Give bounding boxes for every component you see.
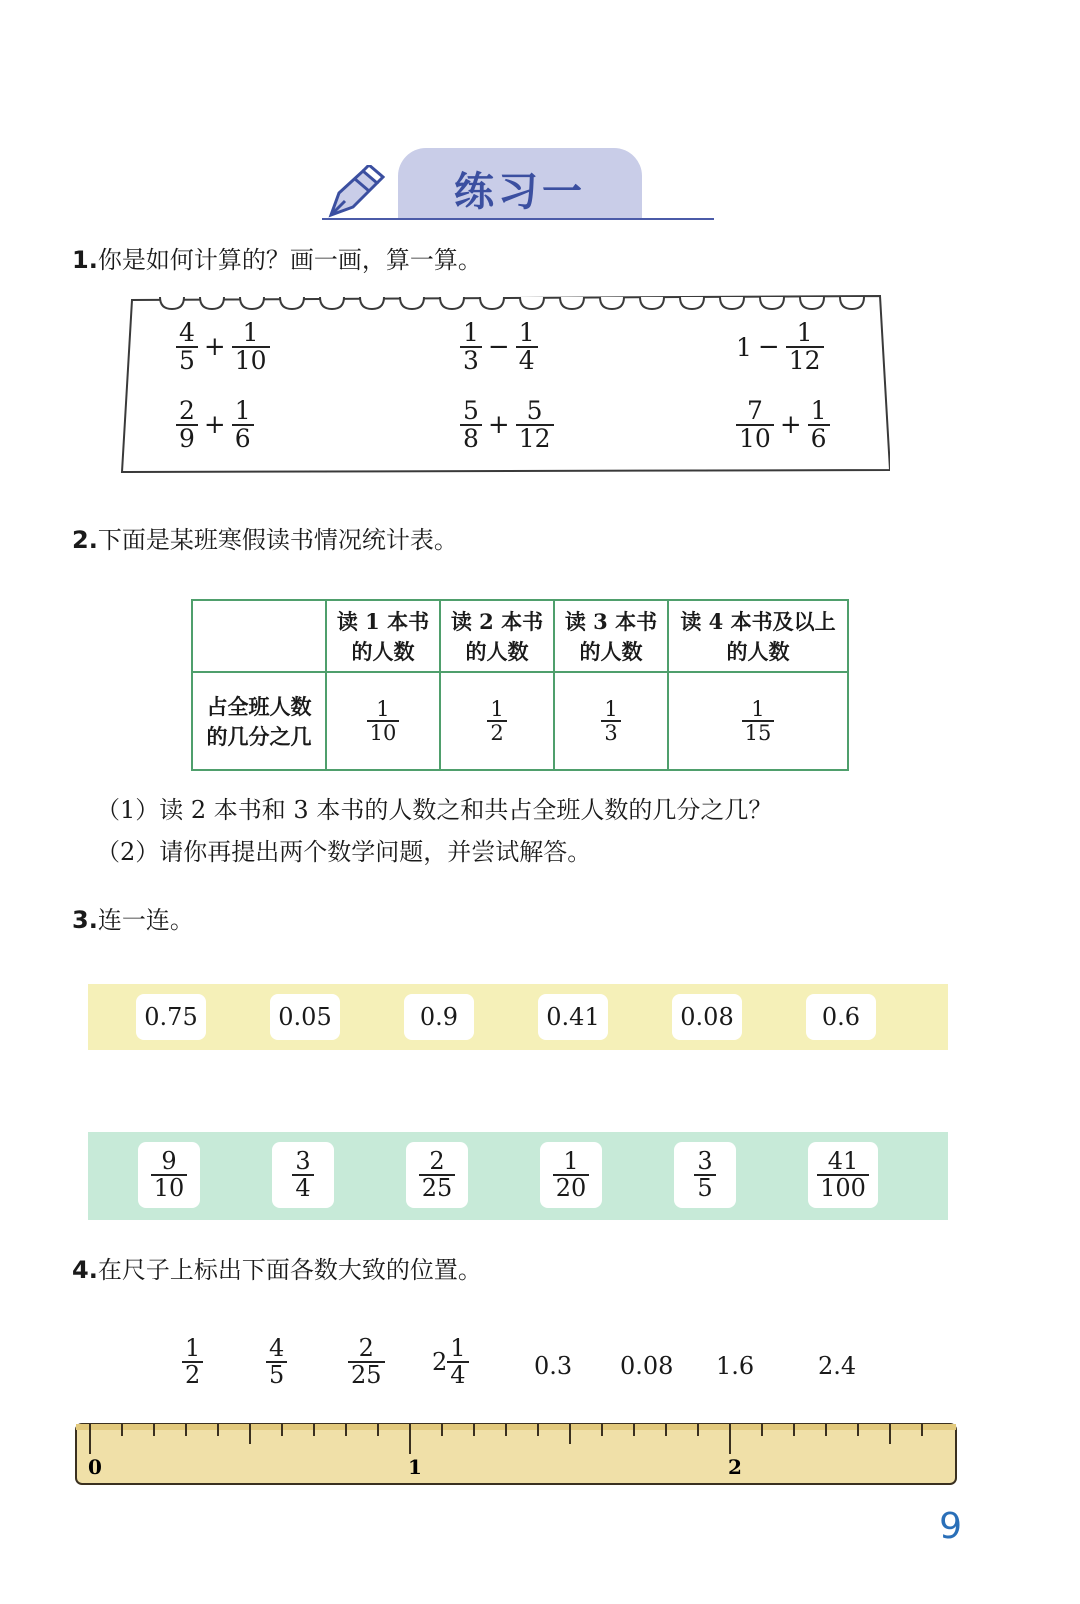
table-cell: $\frac{1}{2}$ xyxy=(440,672,554,770)
scallop xyxy=(320,297,344,309)
ruler-label: 1 xyxy=(408,1455,422,1479)
number-item: 1.6 xyxy=(716,1352,755,1380)
question-2-heading: 2.下面是某班寒假读书情况统计表。 xyxy=(72,526,458,554)
scallop xyxy=(200,297,224,309)
scallop xyxy=(720,297,744,309)
table-header-cell: 读 4 本书及以上 的人数 xyxy=(668,600,848,672)
table-header-cell: 读 2 本书 的人数 xyxy=(440,600,554,672)
fraction-card[interactable]: $\frac{41}{100}$ xyxy=(808,1142,878,1208)
scallop xyxy=(800,297,824,309)
scallop xyxy=(440,297,464,309)
question-4-heading: 4.在尺子上标出下面各数大致的位置。 xyxy=(72,1256,482,1284)
table-cell: $\frac{1}{10}$ xyxy=(326,672,440,770)
fraction-card[interactable]: $\frac{9}{10}$ xyxy=(138,1142,200,1208)
number-item: 2.4 xyxy=(818,1352,857,1380)
expression-6: $\frac{7}{10}$ + $\frac{1}{6}$ xyxy=(736,398,830,453)
expression-5: $\frac{5}{8}$ + $\frac{5}{12}$ xyxy=(460,398,554,453)
sub-question-2: （2）请你再提出两个数学问题，并尝试解答。 xyxy=(96,838,592,866)
scallop xyxy=(400,297,424,309)
scallop xyxy=(240,297,264,309)
decimal-card[interactable]: 0.08 xyxy=(672,994,742,1040)
table-row xyxy=(192,672,848,770)
decimal-strip xyxy=(88,984,948,1050)
number-item: 0.3 xyxy=(534,1352,573,1380)
expression-3: 1 − $\frac{1}{12}$ xyxy=(736,320,824,375)
number-item: 0.08 xyxy=(620,1352,674,1380)
scallop xyxy=(600,297,624,309)
scallop xyxy=(760,297,784,309)
fraction-card[interactable]: $\frac{2}{25}$ xyxy=(406,1142,468,1208)
ruler[interactable] xyxy=(72,1416,962,1496)
table-cell: $\frac{1}{15}$ xyxy=(668,672,848,770)
table-corner-cell xyxy=(192,600,326,672)
fraction-card[interactable]: $\frac{1}{20}$ xyxy=(540,1142,602,1208)
scallop xyxy=(360,297,384,309)
pen-icon xyxy=(325,165,385,221)
scallop xyxy=(680,297,704,309)
scallop xyxy=(560,297,584,309)
table-header-cell: 读 1 本书 的人数 xyxy=(326,600,440,672)
sub-question-1: （1）读 2 本书和 3 本书的人数之和共占全班人数的几分之几？ xyxy=(96,796,773,824)
title-underline xyxy=(322,218,714,220)
scallop xyxy=(160,297,184,309)
page-title: 练习一 xyxy=(454,169,586,215)
scallop xyxy=(520,297,544,309)
expression-1: $\frac{4}{5}$ + $\frac{1}{10}$ xyxy=(176,320,270,375)
number-item: $\frac{4}{5}$ xyxy=(266,1336,287,1388)
number-item: $\frac{1}{2}$ xyxy=(182,1336,203,1388)
decimal-card[interactable]: 0.41 xyxy=(538,994,608,1040)
ruler-label: 2 xyxy=(728,1455,742,1479)
table-header-row xyxy=(192,600,848,672)
expression-2: $\frac{1}{3}$ − $\frac{1}{4}$ xyxy=(460,320,538,375)
decimal-card[interactable]: 0.9 xyxy=(404,994,474,1040)
table-cell: $\frac{1}{3}$ xyxy=(554,672,668,770)
expression-4: $\frac{2}{9}$ + $\frac{1}{6}$ xyxy=(176,398,254,453)
question-3-heading: 3.连一连。 xyxy=(72,906,194,934)
decimal-card[interactable]: 0.75 xyxy=(136,994,206,1040)
question-1-heading: 1.你是如何计算的？画一画，算一算。 xyxy=(72,246,482,274)
decimal-card[interactable]: 0.05 xyxy=(270,994,340,1040)
scallop xyxy=(280,297,304,309)
ruler-label: 0 xyxy=(88,1455,102,1479)
table-row-label: 占全班人数 的几分之几 xyxy=(192,672,326,770)
number-item: 2 $\frac{1}{4}$ xyxy=(432,1336,469,1388)
decimal-card[interactable]: 0.6 xyxy=(806,994,876,1040)
number-item: $\frac{2}{25}$ xyxy=(348,1336,385,1388)
table-header-cell: 读 3 本书 的人数 xyxy=(554,600,668,672)
fraction-card[interactable]: $\frac{3}{5}$ xyxy=(674,1142,736,1208)
fraction-card[interactable]: $\frac{3}{4}$ xyxy=(272,1142,334,1208)
scallop xyxy=(640,297,664,309)
page-number: 9 xyxy=(939,1506,962,1547)
scallop xyxy=(480,297,504,309)
fraction-strip xyxy=(88,1132,948,1220)
reading-stats-table xyxy=(191,599,849,771)
scallop xyxy=(840,297,864,309)
